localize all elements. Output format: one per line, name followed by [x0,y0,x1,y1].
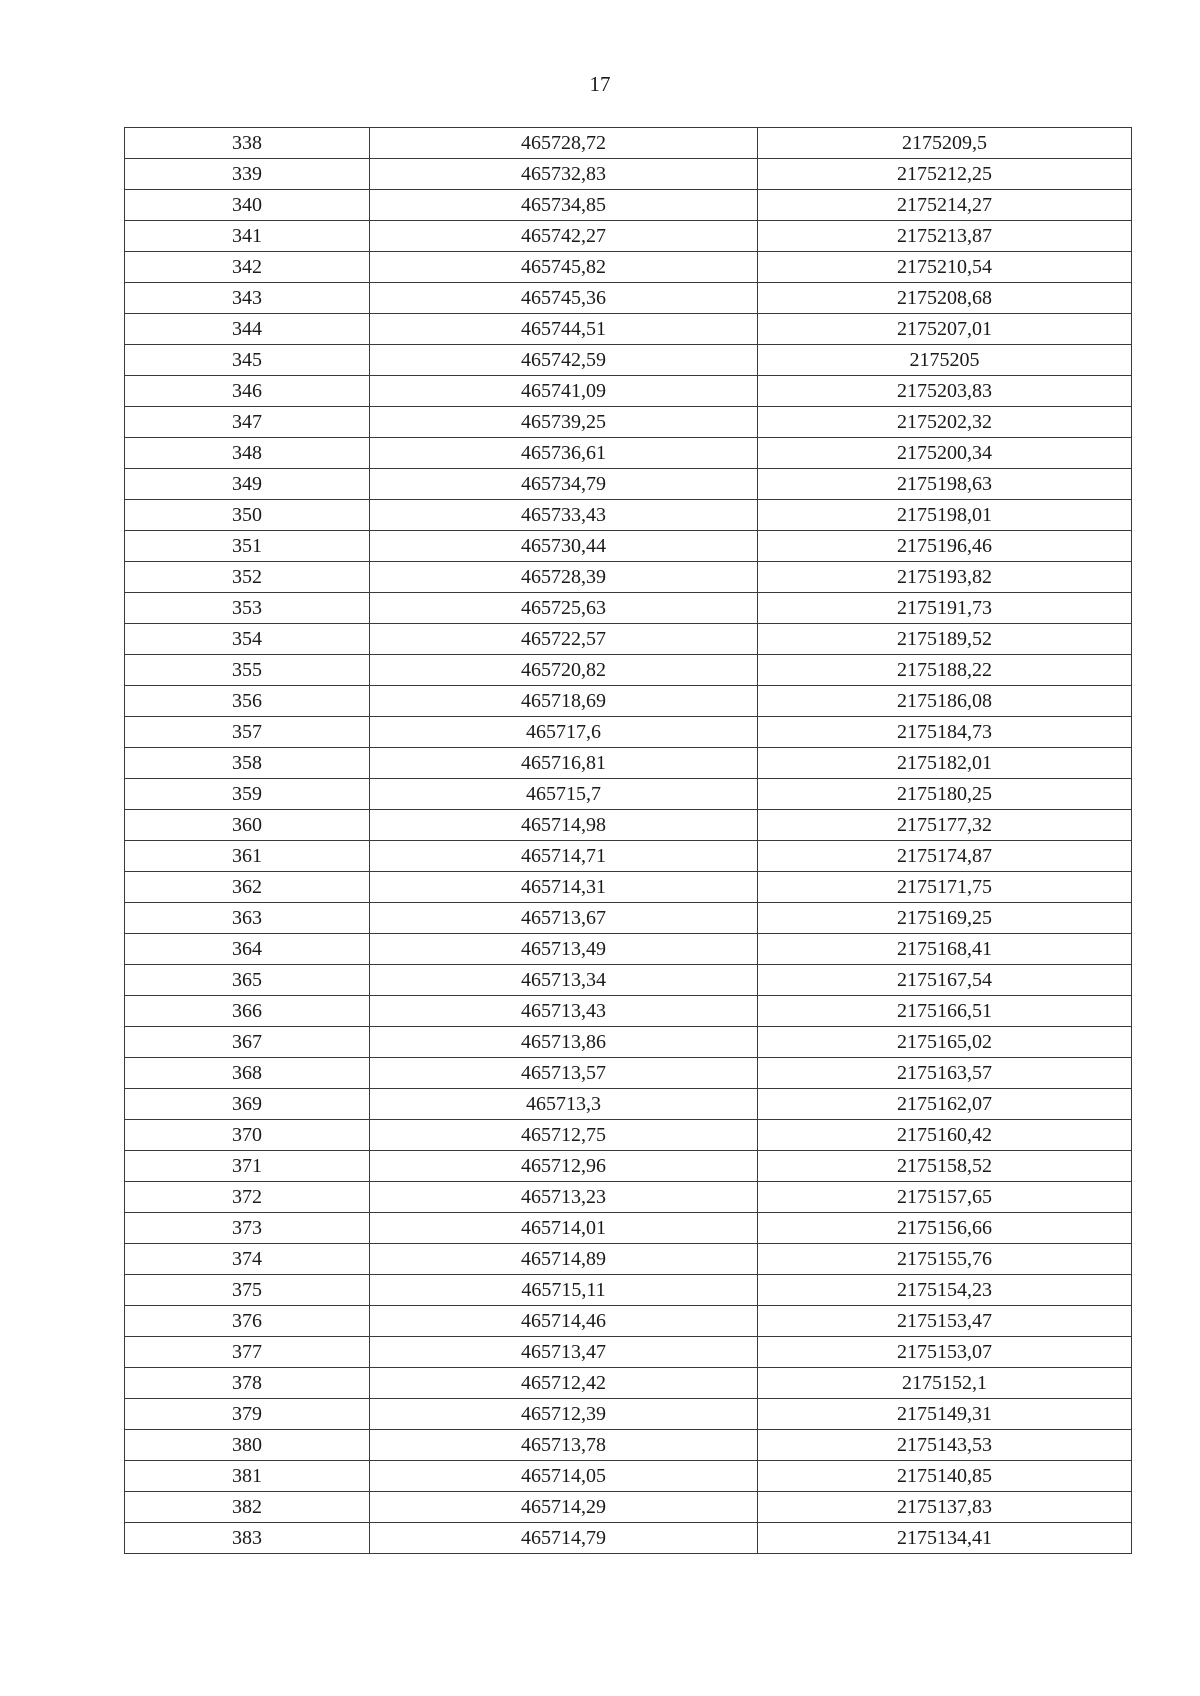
x-coordinate-cell: 465745,82 [370,252,758,283]
x-coordinate-cell: 465734,85 [370,190,758,221]
point-number-cell: 380 [125,1430,370,1461]
point-number-cell: 381 [125,1461,370,1492]
x-coordinate-cell: 465720,82 [370,655,758,686]
x-coordinate-cell: 465728,72 [370,128,758,159]
point-number-cell: 362 [125,872,370,903]
point-number-cell: 370 [125,1120,370,1151]
x-coordinate-cell: 465715,7 [370,779,758,810]
table-row [125,314,1132,345]
table-row [125,1058,1132,1089]
table-row [125,1027,1132,1058]
table-row [125,345,1132,376]
x-coordinate-cell: 465712,75 [370,1120,758,1151]
x-coordinate-cell: 465712,39 [370,1399,758,1430]
table-row [125,810,1132,841]
table-row [125,500,1132,531]
point-number-cell: 378 [125,1368,370,1399]
table-row [125,407,1132,438]
point-number-cell: 358 [125,748,370,779]
y-coordinate-cell: 2175149,31 [758,1399,1132,1430]
y-coordinate-cell: 2175171,75 [758,872,1132,903]
point-number-cell: 379 [125,1399,370,1430]
x-coordinate-cell: 465714,98 [370,810,758,841]
table-row [125,1120,1132,1151]
point-number-cell: 371 [125,1151,370,1182]
point-number-cell: 361 [125,841,370,872]
point-number-cell: 366 [125,996,370,1027]
x-coordinate-cell: 465717,6 [370,717,758,748]
table-row [125,221,1132,252]
y-coordinate-cell: 2175152,1 [758,1368,1132,1399]
table-row [125,469,1132,500]
point-number-cell: 365 [125,965,370,996]
x-coordinate-cell: 465736,61 [370,438,758,469]
x-coordinate-cell: 465733,43 [370,500,758,531]
y-coordinate-cell: 2175189,52 [758,624,1132,655]
point-number-cell: 351 [125,531,370,562]
x-coordinate-cell: 465714,89 [370,1244,758,1275]
y-coordinate-cell: 2175202,32 [758,407,1132,438]
x-coordinate-cell: 465718,69 [370,686,758,717]
x-coordinate-cell: 465713,23 [370,1182,758,1213]
point-number-cell: 348 [125,438,370,469]
point-number-cell: 359 [125,779,370,810]
x-coordinate-cell: 465716,81 [370,748,758,779]
table-row [125,438,1132,469]
table-row [125,748,1132,779]
y-coordinate-cell: 2175143,53 [758,1430,1132,1461]
x-coordinate-cell: 465730,44 [370,531,758,562]
table-row [125,1089,1132,1120]
point-number-cell: 340 [125,190,370,221]
table-row [125,872,1132,903]
point-number-cell: 369 [125,1089,370,1120]
table-row [125,965,1132,996]
point-number-cell: 363 [125,903,370,934]
y-coordinate-cell: 2175184,73 [758,717,1132,748]
y-coordinate-cell: 2175207,01 [758,314,1132,345]
point-number-cell: 360 [125,810,370,841]
table-row [125,903,1132,934]
point-number-cell: 377 [125,1337,370,1368]
table-row [125,717,1132,748]
x-coordinate-cell: 465713,34 [370,965,758,996]
x-coordinate-cell: 465742,27 [370,221,758,252]
coordinates-table [124,127,1132,1554]
x-coordinate-cell: 465725,63 [370,593,758,624]
point-number-cell: 345 [125,345,370,376]
y-coordinate-cell: 2175182,01 [758,748,1132,779]
y-coordinate-cell: 2175188,22 [758,655,1132,686]
y-coordinate-cell: 2175214,27 [758,190,1132,221]
point-number-cell: 346 [125,376,370,407]
y-coordinate-cell: 2175169,25 [758,903,1132,934]
table-row [125,1523,1132,1554]
x-coordinate-cell: 465745,36 [370,283,758,314]
point-number-cell: 368 [125,1058,370,1089]
y-coordinate-cell: 2175166,51 [758,996,1132,1027]
point-number-cell: 343 [125,283,370,314]
y-coordinate-cell: 2175210,54 [758,252,1132,283]
table-row [125,996,1132,1027]
table-row [125,593,1132,624]
table-row [125,1461,1132,1492]
table-row [125,159,1132,190]
x-coordinate-cell: 465714,31 [370,872,758,903]
table-row [125,252,1132,283]
y-coordinate-cell: 2175177,32 [758,810,1132,841]
table-row [125,1151,1132,1182]
x-coordinate-cell: 465715,11 [370,1275,758,1306]
point-number-cell: 357 [125,717,370,748]
table-row [125,1368,1132,1399]
y-coordinate-cell: 2175200,34 [758,438,1132,469]
table-row [125,1244,1132,1275]
table-row [125,1275,1132,1306]
point-number-cell: 339 [125,159,370,190]
y-coordinate-cell: 2175168,41 [758,934,1132,965]
x-coordinate-cell: 465722,57 [370,624,758,655]
y-coordinate-cell: 2175155,76 [758,1244,1132,1275]
point-number-cell: 356 [125,686,370,717]
table-row [125,779,1132,810]
y-coordinate-cell: 2175213,87 [758,221,1132,252]
point-number-cell: 372 [125,1182,370,1213]
y-coordinate-cell: 2175180,25 [758,779,1132,810]
point-number-cell: 344 [125,314,370,345]
y-coordinate-cell: 2175157,65 [758,1182,1132,1213]
y-coordinate-cell: 2175153,47 [758,1306,1132,1337]
point-number-cell: 350 [125,500,370,531]
x-coordinate-cell: 465734,79 [370,469,758,500]
x-coordinate-cell: 465741,09 [370,376,758,407]
x-coordinate-cell: 465714,05 [370,1461,758,1492]
point-number-cell: 354 [125,624,370,655]
y-coordinate-cell: 2175208,68 [758,283,1132,314]
x-coordinate-cell: 465712,96 [370,1151,758,1182]
x-coordinate-cell: 465713,67 [370,903,758,934]
y-coordinate-cell: 2175134,41 [758,1523,1132,1554]
y-coordinate-cell: 2175209,5 [758,128,1132,159]
y-coordinate-cell: 2175198,01 [758,500,1132,531]
point-number-cell: 338 [125,128,370,159]
y-coordinate-cell: 2175196,46 [758,531,1132,562]
table-row [125,531,1132,562]
y-coordinate-cell: 2175156,66 [758,1213,1132,1244]
table-row [125,655,1132,686]
table-row [125,1492,1132,1523]
y-coordinate-cell: 2175203,83 [758,376,1132,407]
table-row [125,376,1132,407]
x-coordinate-cell: 465714,79 [370,1523,758,1554]
x-coordinate-cell: 465713,43 [370,996,758,1027]
x-coordinate-cell: 465744,51 [370,314,758,345]
x-coordinate-cell: 465712,42 [370,1368,758,1399]
y-coordinate-cell: 2175193,82 [758,562,1132,593]
point-number-cell: 367 [125,1027,370,1058]
point-number-cell: 341 [125,221,370,252]
x-coordinate-cell: 465713,57 [370,1058,758,1089]
x-coordinate-cell: 465714,46 [370,1306,758,1337]
y-coordinate-cell: 2175158,52 [758,1151,1132,1182]
y-coordinate-cell: 2175198,63 [758,469,1132,500]
point-number-cell: 382 [125,1492,370,1523]
x-coordinate-cell: 465713,47 [370,1337,758,1368]
table-row [125,190,1132,221]
table-row [125,1430,1132,1461]
x-coordinate-cell: 465713,49 [370,934,758,965]
table-row [125,128,1132,159]
y-coordinate-cell: 2175160,42 [758,1120,1132,1151]
table-row [125,283,1132,314]
x-coordinate-cell: 465713,86 [370,1027,758,1058]
point-number-cell: 373 [125,1213,370,1244]
table-row [125,1337,1132,1368]
table-row [125,841,1132,872]
y-coordinate-cell: 2175191,73 [758,593,1132,624]
y-coordinate-cell: 2175140,85 [758,1461,1132,1492]
point-number-cell: 375 [125,1275,370,1306]
y-coordinate-cell: 2175162,07 [758,1089,1132,1120]
point-number-cell: 353 [125,593,370,624]
table-row [125,934,1132,965]
y-coordinate-cell: 2175165,02 [758,1027,1132,1058]
table-row [125,1399,1132,1430]
x-coordinate-cell: 465714,29 [370,1492,758,1523]
point-number-cell: 352 [125,562,370,593]
x-coordinate-cell: 465714,01 [370,1213,758,1244]
coordinates-table-body [125,128,1132,1554]
point-number-cell: 342 [125,252,370,283]
x-coordinate-cell: 465714,71 [370,841,758,872]
y-coordinate-cell: 2175153,07 [758,1337,1132,1368]
y-coordinate-cell: 2175137,83 [758,1492,1132,1523]
table-row [125,686,1132,717]
x-coordinate-cell: 465713,3 [370,1089,758,1120]
x-coordinate-cell: 465732,83 [370,159,758,190]
y-coordinate-cell: 2175167,54 [758,965,1132,996]
point-number-cell: 383 [125,1523,370,1554]
y-coordinate-cell: 2175154,23 [758,1275,1132,1306]
x-coordinate-cell: 465713,78 [370,1430,758,1461]
y-coordinate-cell: 2175186,08 [758,686,1132,717]
table-row [125,624,1132,655]
point-number-cell: 355 [125,655,370,686]
table-row [125,1306,1132,1337]
table-row [125,1182,1132,1213]
x-coordinate-cell: 465739,25 [370,407,758,438]
y-coordinate-cell: 2175174,87 [758,841,1132,872]
point-number-cell: 374 [125,1244,370,1275]
x-coordinate-cell: 465742,59 [370,345,758,376]
point-number-cell: 376 [125,1306,370,1337]
point-number-cell: 347 [125,407,370,438]
point-number-cell: 349 [125,469,370,500]
table-row [125,1213,1132,1244]
page-number: 17 [589,72,611,96]
x-coordinate-cell: 465728,39 [370,562,758,593]
y-coordinate-cell: 2175163,57 [758,1058,1132,1089]
table-row [125,562,1132,593]
y-coordinate-cell: 2175205 [758,345,1132,376]
point-number-cell: 364 [125,934,370,965]
y-coordinate-cell: 2175212,25 [758,159,1132,190]
